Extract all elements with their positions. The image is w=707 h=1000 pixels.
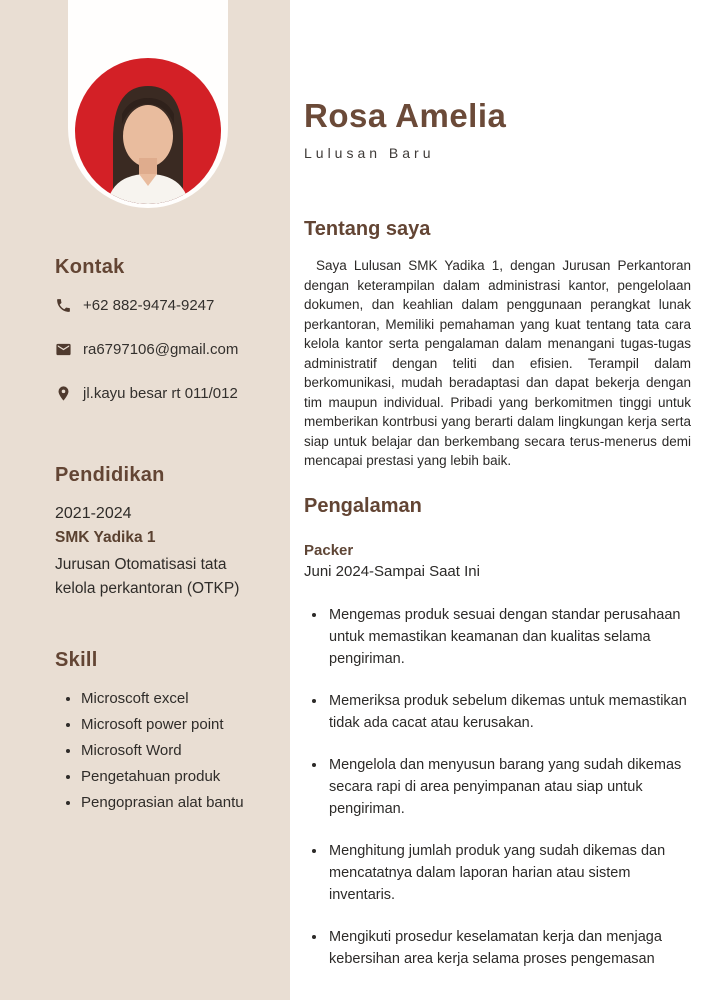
job-bullet: • Menghitung jumlah produk yang sudah dikemas dan mencatatnya dalam laporan harian atau sistem inventaris. xyxy=(327,840,691,906)
contact-email-text: ra6797106@gmail.com xyxy=(83,341,239,358)
kontak-section xyxy=(55,256,270,402)
skill-item: • Microsoft Word xyxy=(81,742,270,759)
contact-location-text: jl.kayu besar rt 011/012 xyxy=(83,385,238,402)
skill-section xyxy=(55,649,270,811)
contact-item-phone xyxy=(55,297,270,314)
email-icon xyxy=(55,341,72,358)
location-icon xyxy=(55,385,72,402)
sidebar xyxy=(0,0,290,1000)
job-bullet: • Memeriksa produk sebelum dikemas untuk memastikan tidak ada cacat atau kerusakan. xyxy=(327,690,691,734)
education-major: Jurusan Otomatisasi tata kelola perkantoran (OTKP) xyxy=(55,556,240,597)
contact-item-email xyxy=(55,341,270,358)
kontak-heading: Kontak xyxy=(55,256,125,278)
job-bullet: • Mengelola dan menyusun barang yang sudah dikemas secara rapi di area penyimpanan atau siap untuk pengiriman. xyxy=(327,754,691,820)
pendidikan-heading: Pendidikan xyxy=(55,464,165,486)
education-period: 2021-2024 xyxy=(55,505,132,522)
skill-item: • Pengetahuan produk xyxy=(81,768,270,785)
person-name: Rosa Amelia xyxy=(304,97,507,134)
job-period: Juni 2024-Sampai Saat Ini xyxy=(304,562,480,580)
skill-item: • Microsoft power point xyxy=(81,716,270,733)
skill-list xyxy=(55,690,270,811)
job-bullet: • Mengemas produk sesuai dengan standar perusahaan untuk memastikan keamanan dan kualitas selama pengiriman. xyxy=(327,604,691,670)
job-bullet-list xyxy=(304,604,691,970)
job-title: Packer xyxy=(304,541,354,559)
sidebar-content xyxy=(0,0,290,820)
skill-item: • Microscoft excel xyxy=(81,690,270,707)
main-content xyxy=(290,0,707,1000)
phone-icon xyxy=(55,297,72,314)
skill-item: • Pengoprasian alat bantu xyxy=(81,794,270,811)
about-heading: Tentang saya xyxy=(304,218,431,240)
skill-heading: Skill xyxy=(55,649,98,671)
pendidikan-section xyxy=(55,464,270,601)
about-paragraph: Saya Lulusan SMK Yadika 1, dengan Jurusan Perkantoran dengan keterampilan dalam administrasi kantor, pengelolaan dokumen, dan keahlian dalam penggunaan perangkat lunak perkantoran, Memiliki pemahaman yang kuat tentang tata cara kelola kantor serta pengalaman dalam menangani tugas-tugas administratif dengan teliti dan efisien. Terampil dalam berkomunikasi, mudah beradaptasi dan dapat bekerja dengan tim maupun individual. Pribadi yang berkomitmen tinggi untuk memberikan kontrbusi yang berarti dalam lingkungan kerja serta siap untuk belajar dan berkembang secara terus-menerus demi mencapai prestasi yang lebih baik. xyxy=(304,258,691,468)
contact-phone-text: +62 882-9474-9247 xyxy=(83,297,215,314)
person-title: Lulusan Baru xyxy=(304,145,435,161)
experience-heading: Pengalaman xyxy=(304,494,422,517)
job-entry xyxy=(304,542,691,970)
education-school: SMK Yadika 1 xyxy=(55,529,156,546)
job-bullet: • Mengikuti prosedur keselamatan kerja dan menjaga kebersihan area kerja selama proses pengemasan xyxy=(327,926,691,970)
contact-item-location xyxy=(55,385,270,402)
